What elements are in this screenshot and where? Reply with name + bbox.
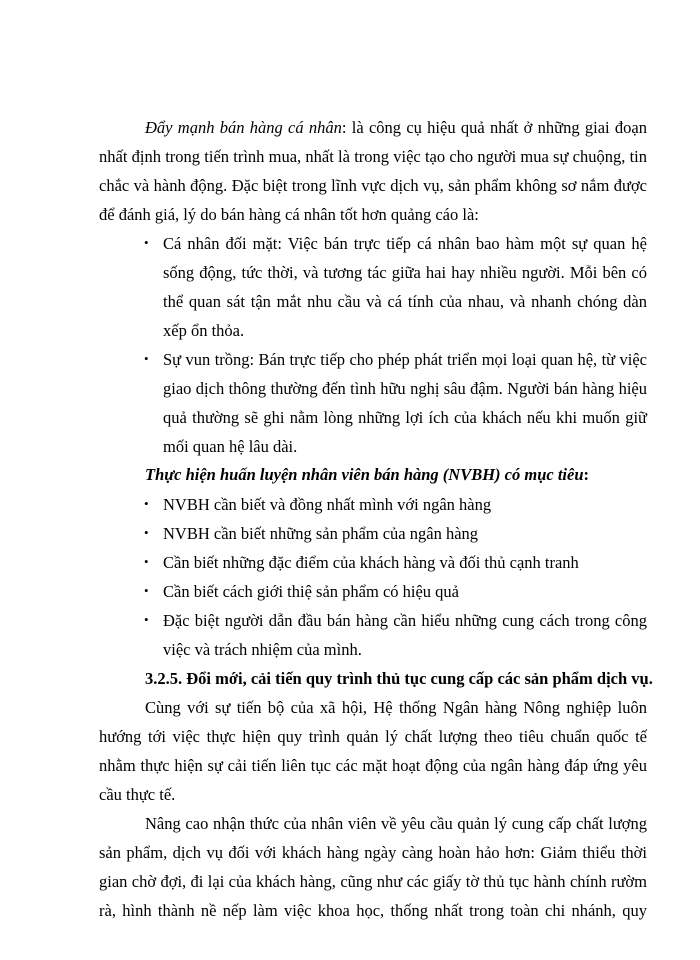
section-para-1-line-4: cầu thực tế. bbox=[99, 785, 176, 804]
section-para-1-line-2: hướng tới việc thực hiện quy trình quản lý chất lượng theo tiêu chuẩn quốc tế bbox=[99, 727, 647, 746]
training-item-2: NVBH cần biết những sản phẩm của ngân hàng bbox=[163, 524, 479, 543]
section-para-2-line-3: gian chờ đợi, đi lại của khách hàng, cũng như các giấy tờ thủ tục hành chính rườm bbox=[99, 872, 647, 891]
training-item-1: NVBH cần biết và đồng nhất mình với ngân hàng bbox=[163, 495, 492, 514]
section-para-1-line-3: nhằm thực hiện sự cải tiến liên tục các mặt hoạt động của ngân hàng đáp ứng yêu bbox=[99, 756, 647, 775]
intro-lead-italic: Đẩy mạnh bán hàng cá nhân bbox=[145, 118, 342, 137]
training-item-5-line-1: Đặc biệt người dẫn đầu bán hàng cần hiểu những cung cách trong công bbox=[163, 611, 647, 630]
section-para-1-line-1: Cùng với sự tiến bộ của xã hội, Hệ thống Ngân hàng Nông nghiệp luôn bbox=[145, 698, 647, 717]
reason-1-line-4: xếp ổn thỏa. bbox=[163, 321, 245, 340]
section-para-2-line-4: rà, hình thành nề nếp làm việc khoa học, thống nhất trong toàn chi nhánh, quy bbox=[99, 901, 647, 920]
reason-1-bullet: • bbox=[144, 235, 149, 250]
reason-1-line-3: thể quan sát tận mắt nhu cầu và cá tính của nhau, và nhanh chóng dàn bbox=[163, 292, 647, 311]
intro-line-1-rest: : là công cụ hiệu quả nhất ở những giai đoạn bbox=[341, 118, 648, 137]
training-heading bbox=[145, 465, 589, 485]
section-para-2-line-1: Nâng cao nhận thức của nhân viên về yêu cầu quản lý cung cấp chất lượng bbox=[145, 814, 647, 833]
training-item-4-bullet: • bbox=[144, 583, 149, 598]
training-item-5-line-2: việc và trách nhiệm của mình. bbox=[163, 640, 362, 659]
reason-2-line-2: giao dịch thông thường đến tình hữu nghị sâu đậm. Người bán hàng hiệu bbox=[163, 379, 647, 398]
reason-2-line-3: quả thường sẽ ghi nằm lòng những lợi ích của khách nếu khi muốn giữ bbox=[163, 408, 647, 427]
section-para-2-line-2: sản phẩm, dịch vụ đối với khách hàng ngày càng hoàn hảo hơn: Giảm thiểu thời bbox=[99, 843, 647, 862]
intro-line-2: nhất định trong tiến trình mua, nhất là trong việc tạo cho người mua sự chuộng, tin bbox=[99, 147, 647, 166]
training-item-3-bullet: • bbox=[144, 554, 149, 569]
training-item-3: Cần biết những đặc điểm của khách hàng và đối thủ cạnh tranh bbox=[163, 553, 579, 572]
intro-line-4: để đánh giá, lý do bán hàng cá nhân tốt hơn quảng cáo là: bbox=[99, 205, 479, 224]
training-heading-text: Thực hiện huấn luyện nhân viên bán hàng (NVBH) có mục tiêu bbox=[145, 465, 584, 484]
intro-line-3: chắc và hành động. Đặc biệt trong lĩnh vực dịch vụ, sản phẩm không sơ nắm được bbox=[99, 176, 647, 195]
training-item-4: Cần biết cách giới thiệ sản phẩm có hiệu quả bbox=[163, 582, 460, 601]
section-heading: 3.2.5. Đổi mới, cải tiến quy trình thủ tục cung cấp các sản phẩm dịch vụ. bbox=[145, 669, 653, 688]
intro-line-1 bbox=[145, 118, 647, 138]
reason-1-line-2: sống động, tức thời, và tương tác giữa hai hay nhiều người. Mỗi bên có bbox=[163, 263, 647, 282]
training-item-5-bullet: • bbox=[144, 612, 149, 627]
training-item-1-bullet: • bbox=[144, 496, 149, 511]
reason-2-bullet: • bbox=[144, 351, 149, 366]
training-item-2-bullet: • bbox=[144, 525, 149, 540]
reason-2-line-4: mối quan hệ lâu dài. bbox=[163, 437, 298, 456]
reason-1-line-1: Cá nhân đối mặt: Việc bán trực tiếp cá nhân bao hàm một sự quan hệ bbox=[163, 234, 647, 253]
training-heading-colon: : bbox=[583, 465, 590, 484]
reason-2-line-1: Sự vun trồng: Bán trực tiếp cho phép phát triển mọi loại quan hệ, từ việc bbox=[163, 350, 647, 369]
